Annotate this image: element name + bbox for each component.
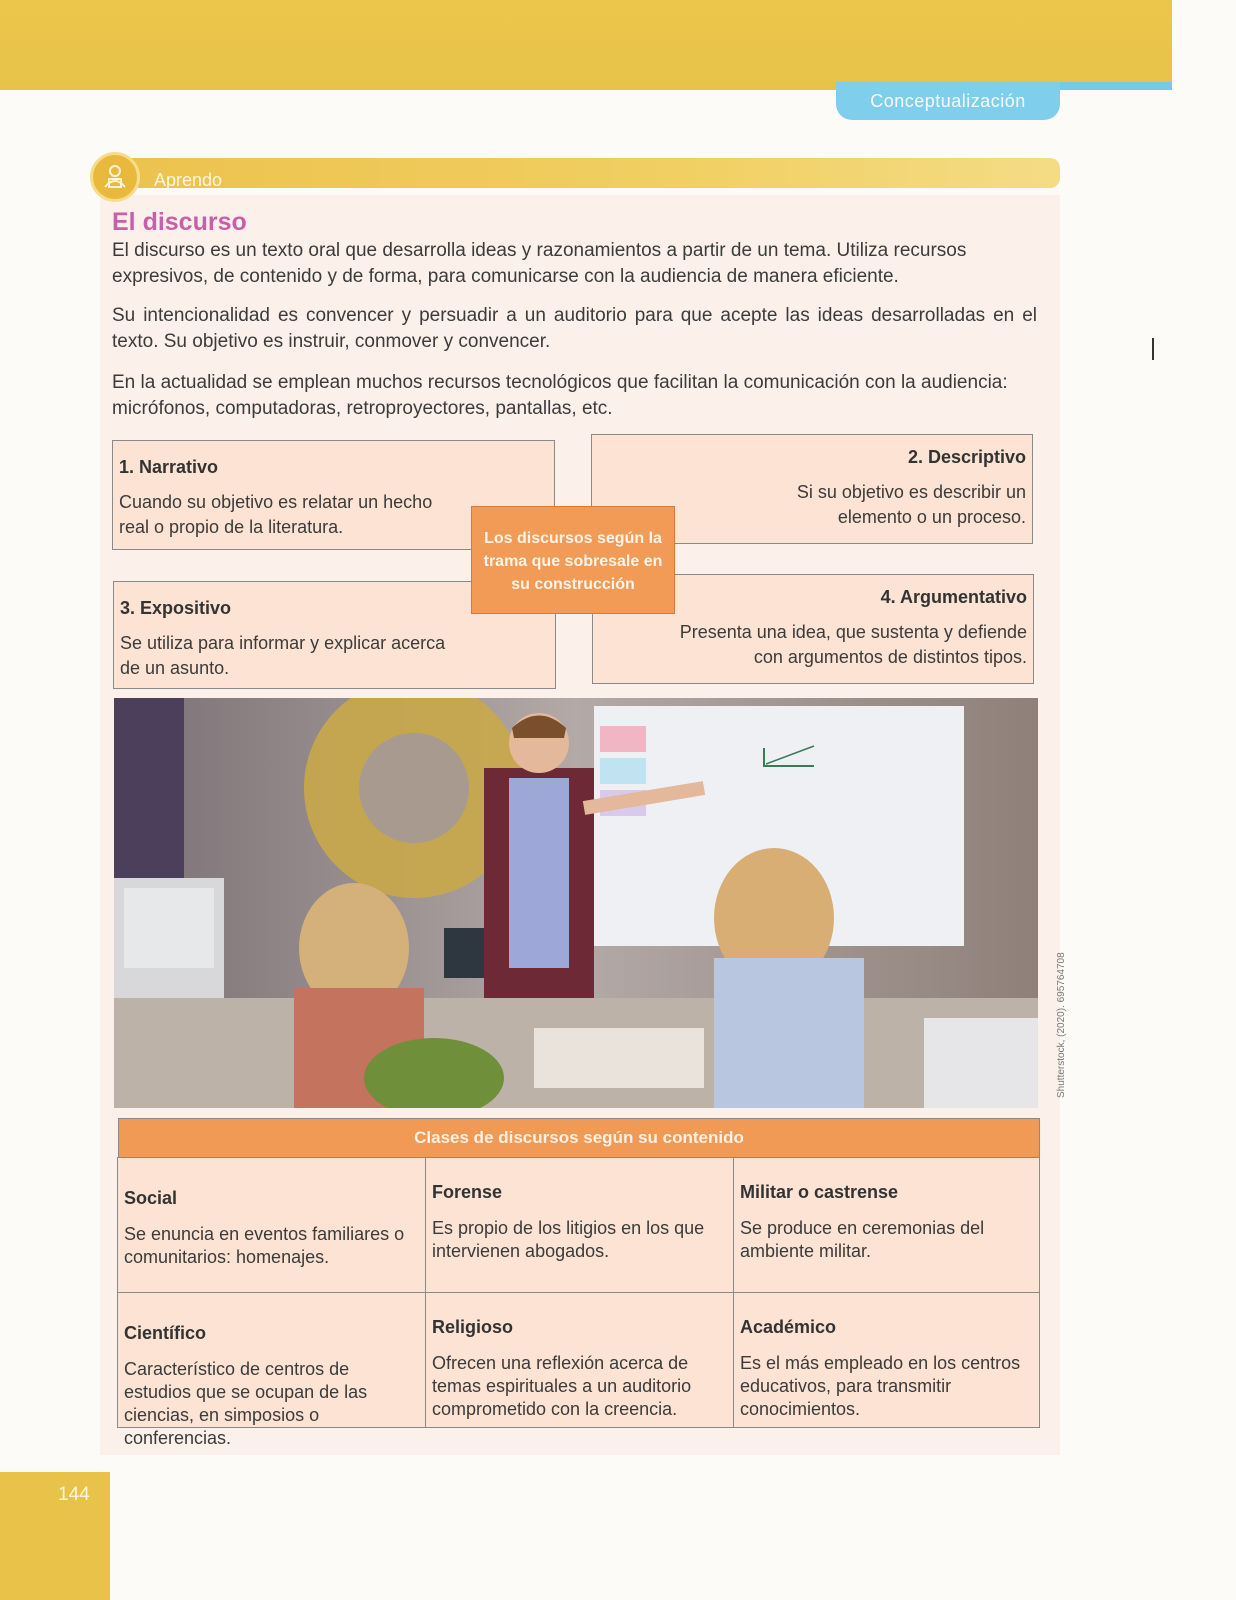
- cell-text: Es el más empleado en los centros educativos, para transmitir conocimientos.: [740, 1353, 1021, 1419]
- cell-title: Académico: [740, 1317, 837, 1337]
- cell-text: Se enuncia en eventos familiares o comunitarios: homenajes.: [124, 1224, 405, 1267]
- cell-title: Militar o castrense: [740, 1182, 899, 1202]
- diagram-center-box: [471, 506, 675, 614]
- aprendo-label: Aprendo: [154, 170, 223, 190]
- descriptivo-text: Si su objetivo es describir un elemento o un proceso.: [796, 482, 1026, 527]
- descriptivo-title: 2. Descriptivo: [907, 447, 1026, 467]
- table-cell-religioso: [425, 1292, 734, 1428]
- section-tab-label: Conceptualización: [870, 90, 1026, 111]
- expositivo-text: Se utiliza para informar y explicar acerca de un asunto.: [120, 633, 446, 678]
- top-yellow-band: [0, 0, 1172, 90]
- table-cell-cientifico: [117, 1292, 426, 1448]
- learner-icon: [90, 152, 140, 202]
- page-number-tab: [0, 1472, 110, 1600]
- argumentativo-text: Presenta una idea, que sustenta y defiende con argumentos de distintos tipos.: [679, 622, 1027, 667]
- aprendo-bar: [112, 158, 1060, 188]
- table-header: [118, 1118, 1040, 1158]
- classroom-photo: [114, 698, 1038, 1108]
- cell-title: Religioso: [432, 1317, 514, 1337]
- table-cell-academico: [733, 1292, 1040, 1428]
- page-title: El discurso: [112, 208, 247, 236]
- content-types-table: [118, 1118, 1040, 1448]
- table-grid: [118, 1158, 1040, 1448]
- cell-title: Social: [124, 1188, 178, 1208]
- page-number: 144: [58, 1484, 90, 1505]
- table-cell-forense: [425, 1157, 734, 1293]
- cell-text: Ofrecen una reflexión acerca de temas espirituales a un auditorio comprometido con la creencia.: [432, 1353, 692, 1419]
- cell-text: Característico de centros de estudios que se ocupan de las ciencias, en simposios o conferencias.: [124, 1359, 368, 1448]
- argumentativo-title: 4. Argumentativo: [880, 587, 1027, 607]
- photo-credit: Shutterstock, (2020). 695764708: [1056, 952, 1067, 1098]
- table-header-label: Clases de discursos según su contenido: [414, 1128, 744, 1147]
- section-tab: [836, 82, 1060, 120]
- intro-paragraph-1: El discurso es un texto oral que desarrolla ideas y razonamientos a partir de un tema. Utiliza recursos expresivos, de contenido y de forma, para comunicarse con la audiencia de manera eficiente.: [112, 240, 967, 287]
- cell-text: Es propio de los litigios en los que intervienen abogados.: [432, 1218, 705, 1261]
- intro-paragraph-2: Su intencionalidad es convencer y persuadir a un auditorio para que acepte las ideas desarrolladas en el texto. Su objetivo es instruir, conmover y convencer.: [112, 305, 1037, 352]
- table-cell-social: [117, 1157, 426, 1293]
- intro-paragraph-3: En la actualidad se emplean muchos recursos tecnológicos que facilitan la comunicación con la audiencia: micrófonos, computadoras, retroproyectores, pantallas, etc.: [112, 372, 1008, 419]
- narrativo-text: Cuando su objetivo es relatar un hecho real o propio de la literatura.: [119, 492, 433, 537]
- table-cell-militar: [733, 1157, 1040, 1293]
- cell-title: Forense: [432, 1182, 503, 1202]
- narrativo-title: 1. Narrativo: [119, 457, 219, 477]
- margin-mark: [1152, 338, 1154, 360]
- cell-text: Se produce en ceremonias del ambiente militar.: [740, 1218, 985, 1261]
- expositivo-title: 3. Expositivo: [120, 598, 232, 618]
- diagram-center-text: Los discursos según la trama que sobresale en su construcción: [483, 530, 663, 593]
- cell-title: Científico: [124, 1323, 207, 1343]
